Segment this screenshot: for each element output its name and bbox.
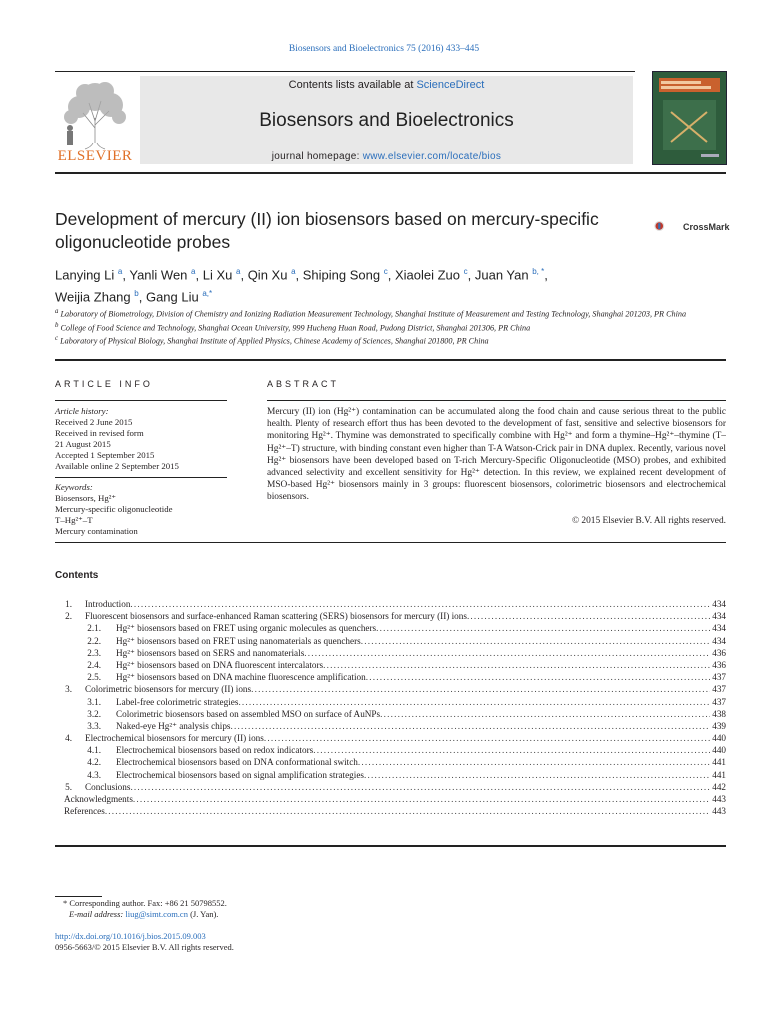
toc-row[interactable]: [62, 659, 726, 671]
toc-number: 2.2.: [87, 635, 101, 646]
toc-title[interactable]: Hg²⁺ biosensors based on FRET using nanomaterials as quenchers: [116, 635, 361, 646]
toc-leader: [130, 598, 710, 610]
toc-title[interactable]: Conclusions: [85, 781, 131, 792]
toc-title[interactable]: Electrochemical biosensors for mercury (II) ions: [85, 733, 264, 744]
author[interactable]: Xiaolei Zuo: [394, 267, 460, 283]
elsevier-wordmark: ELSEVIER: [57, 148, 133, 164]
author[interactable]: Juan Yan: [474, 267, 529, 283]
author-affiliation-mark[interactable]: a: [117, 267, 123, 276]
journal-homepage: [140, 151, 633, 162]
history-line: Received 2 June 2015: [55, 417, 133, 427]
toc-title[interactable]: Label-free colorimetric strategies: [116, 696, 239, 707]
footnote: [55, 898, 227, 920]
toc-page[interactable]: 441: [712, 757, 726, 768]
toc-title[interactable]: References: [64, 806, 105, 817]
toc-page[interactable]: 437: [712, 696, 726, 707]
keyword: Mercury-specific oligonucleotide: [55, 504, 173, 514]
history-line: Accepted 1 September 2015: [55, 450, 155, 460]
toc-number: 3.3.: [87, 720, 101, 731]
toc-leader: [264, 732, 710, 744]
toc-row[interactable]: [62, 744, 726, 756]
toc-leader: [323, 659, 710, 671]
history-line: Received in revised form: [55, 428, 144, 438]
abstract-bottom-rule: [55, 542, 726, 543]
toc-row[interactable]: [62, 720, 726, 732]
article-title: Development of mercury (II) ion biosensors based on mercury-specific oligonucleotide probes: [55, 209, 599, 252]
toc-row[interactable]: [62, 708, 726, 720]
toc-page[interactable]: 434: [712, 635, 726, 646]
header-thick-rule: [55, 172, 726, 174]
history-label: Article history:: [55, 406, 109, 416]
affiliations: [55, 306, 695, 347]
toc-page[interactable]: 443: [712, 794, 726, 804]
toc-title[interactable]: Hg²⁺ biosensors based on DNA fluorescent intercalators: [116, 659, 324, 670]
toc-number: 3.: [65, 684, 72, 695]
toc-leader: [304, 647, 710, 659]
toc-leader: [364, 769, 710, 781]
toc-title[interactable]: Hg²⁺ biosensors based on FRET using organic molecules as quenchers: [116, 623, 377, 634]
crossmark-label[interactable]: CrossMark: [683, 222, 730, 232]
toc-title[interactable]: Colorimetric biosensors based on assembled MSO on surface of AuNPs: [116, 708, 381, 719]
history-line: 21 August 2015: [55, 439, 111, 449]
toc-page[interactable]: 443: [712, 806, 726, 817]
toc-number: 4.3.: [87, 769, 101, 780]
toc-number: 4.2.: [87, 757, 101, 768]
toc-row[interactable]: [62, 598, 726, 610]
toc-title[interactable]: Introduction: [85, 599, 131, 609]
footnote-rule: [55, 896, 102, 897]
keywords-rule: [55, 477, 227, 478]
author[interactable]: Yanli Wen: [129, 267, 188, 283]
toc-row[interactable]: [62, 793, 726, 805]
affiliation-c: $^c$ Laboratory of Physical Biology, Shanghai Institute of Applied Physics, Chinese Academy of Sciences, Shanghai 201800, PR China: [55, 335, 489, 347]
toc-row[interactable]: [62, 647, 726, 659]
author-affiliation-mark[interactable]: c: [383, 267, 388, 276]
affiliation-b: $^b$ College of Food Science and Technology, Shanghai Ocean University, 999 Hucheng Huan Road, Pudong District, Shanghai 201306, PR China: [55, 321, 531, 333]
toc-page[interactable]: 442: [712, 781, 726, 792]
toc-page[interactable]: 436: [712, 647, 726, 658]
author[interactable]: Qin Xu: [247, 267, 288, 283]
keyword: Biosensors, Hg²⁺: [55, 493, 117, 503]
toc-page[interactable]: 434: [712, 623, 726, 634]
toc-number: 2.5.: [87, 672, 101, 683]
toc-leader: [238, 696, 710, 708]
doi-block: [55, 931, 234, 953]
contents-available: [140, 79, 633, 91]
toc-title[interactable]: Electrochemical biosensors based on redox indicators: [116, 745, 314, 756]
toc-row[interactable]: [62, 635, 726, 647]
toc-page[interactable]: 440: [712, 733, 726, 744]
toc-page[interactable]: 436: [712, 659, 726, 670]
author[interactable]: Lanying Li: [55, 267, 115, 283]
affiliation-a: $^a$ Laboratory of Biometrology, Division of Chemistry and Ionizing Radiation Measurement Technology, Shanghai Institute of Measurement and Testing Technology, Shanghai 201203, PR China: [55, 308, 687, 319]
history-line: Available online 2 September 2015: [55, 461, 179, 471]
toc-leader: [358, 756, 710, 768]
journal-name: Biosensors and Bioelectronics: [259, 110, 514, 131]
article-info-heading: ARTICLE INFO: [55, 379, 153, 389]
toc-row[interactable]: [62, 781, 726, 793]
sciencedirect-link[interactable]: ScienceDirect: [416, 79, 485, 91]
journal-citation[interactable]: Biosensors and Bioelectronics 75 (2016) 433–445: [288, 44, 480, 54]
toc-page[interactable]: 440: [712, 745, 726, 756]
toc-number: 4.: [65, 733, 72, 744]
author-affiliation-mark[interactable]: a: [291, 267, 296, 276]
toc-title[interactable]: Colorimetric biosensors for mercury (II) ions: [85, 684, 252, 695]
toc-leader: [380, 708, 710, 720]
keywords-label: Keywords:: [55, 482, 93, 492]
crossmark-icon[interactable]: [654, 212, 682, 240]
toc-title[interactable]: Electrochemical biosensors based on DNA conformational switch: [116, 757, 358, 768]
article-info-rule: [55, 400, 227, 401]
toc-number: 1.: [65, 599, 72, 609]
author-affiliation-mark[interactable]: a,*: [202, 289, 213, 299]
author-affiliation-mark[interactable]: c: [463, 267, 468, 276]
toc-page[interactable]: 441: [712, 769, 726, 780]
toc-leader: [231, 720, 711, 732]
author-affiliation-mark[interactable]: a: [236, 267, 241, 276]
toc-page[interactable]: 437: [712, 684, 726, 695]
toc-leader: [133, 793, 710, 805]
author[interactable]: Shiping Song: [302, 267, 381, 283]
homepage-link[interactable]: www.elsevier.com/locate/bios: [362, 151, 502, 162]
toc-leader: [130, 781, 710, 793]
toc-leader: [366, 671, 710, 683]
toc-number: 4.1.: [87, 745, 101, 756]
contents-prefix: Contents lists available at: [288, 79, 417, 91]
keyword: Mercury contamination: [55, 526, 138, 536]
toc-row[interactable]: [62, 732, 726, 744]
toc-title[interactable]: Hg²⁺ biosensors based on SERS and nanomaterials: [116, 647, 305, 658]
toc-leader: [376, 622, 710, 634]
email-link[interactable]: liug@simt.com.cn: [125, 909, 188, 919]
table-of-contents: [62, 598, 726, 817]
toc-row[interactable]: [62, 769, 726, 781]
toc-row[interactable]: [62, 671, 726, 683]
toc-leader: [361, 635, 710, 647]
doi-link[interactable]: http://dx.doi.org/10.1016/j.bios.2015.09.003: [55, 931, 206, 941]
contents-heading: Contents: [55, 570, 99, 581]
toc-number: 2.3.: [87, 647, 101, 658]
toc-title[interactable]: Hg²⁺ biosensors based on DNA machine fluorescence amplification: [116, 672, 366, 683]
toc-row[interactable]: [62, 622, 726, 634]
author-affiliation-mark[interactable]: b, *: [532, 267, 545, 276]
abstract-rule: [267, 400, 726, 401]
toc-row[interactable]: [62, 805, 726, 817]
toc-title[interactable]: Acknowledgments: [64, 794, 133, 804]
abstract-copyright: © 2015 Elsevier B.V. All rights reserved.: [571, 516, 726, 526]
email-label: E-mail address:: [69, 909, 126, 919]
toc-row[interactable]: [62, 683, 726, 695]
author[interactable]: Weijia Zhang: [55, 289, 131, 305]
contents-bottom-rule: [55, 845, 726, 847]
email-suffix: (J. Yan).: [187, 909, 219, 919]
author-affiliation-mark[interactable]: b: [134, 289, 139, 299]
abstract-heading: ABSTRACT: [267, 379, 340, 389]
author[interactable]: Gang Liu: [145, 289, 199, 305]
toc-title[interactable]: Naked-eye Hg²⁺ analysis chips: [116, 720, 231, 731]
toc-row[interactable]: [62, 756, 726, 768]
homepage-prefix: journal homepage:: [271, 151, 363, 162]
toc-leader: [467, 610, 710, 622]
author-list: Lanying Li $^a$, Yanli Wen $^a$, Li Xu $^a$, Qin Xu $^a$, Shiping Song $^c$, Xiaolei Zuo $^c$, Juan Yan $^{b, *}$, Weijia Zhang $^b$, Gang Liu $^{a,*}$: [55, 267, 548, 305]
issn-copyright: 0956-5663/© 2015 Elsevier B.V. All rights reserved.: [55, 942, 234, 952]
toc-page[interactable]: 437: [712, 672, 726, 683]
toc-page[interactable]: 434: [712, 611, 726, 622]
abstract-text: Mercury (II) ion (Hg²⁺) contamination can be accumulated along the food chain and cause serious threat to the public health. Plenty of research effort thus has been devoted to the development of fast, sensitive and selective biosensors for monitoring Hg²⁺. Thymine was demonstrated to specifically combine with Hg²⁺ and form a thymine–Hg²⁺–thymine (T–Hg²⁺–T) structure, with binding constant even higher than T-A Watson-Crick pair in DNA duplex. Recently, various novel Hg²⁺ biosensors have been developed based on T-rich Mercury-Specific Oligonucleotide (MSO) probes, and exhibited advanced selectivity and excellent sensitivity for Hg²⁺ detection. In this review, we explained recent development of MSO-based Hg²⁺ biosensors mainly in 3 groups: fluorescent biosensors, colorimetric biosensors and electrochemical biosensors.: [267, 407, 726, 503]
toc-number: 5.: [65, 781, 72, 792]
toc-leader: [251, 683, 710, 695]
toc-number: 3.2.: [87, 708, 101, 719]
toc-page[interactable]: 434: [712, 599, 726, 609]
toc-number: 2.: [65, 611, 72, 622]
keyword: T–Hg²⁺–T: [55, 515, 93, 525]
toc-row[interactable]: [62, 696, 726, 708]
toc-number: 2.4.: [87, 659, 101, 670]
toc-leader: [313, 744, 710, 756]
toc-row[interactable]: [62, 610, 726, 622]
author[interactable]: Li Xu: [202, 267, 233, 283]
toc-number: 3.1.: [87, 696, 101, 707]
author-affiliation-mark[interactable]: a: [191, 267, 196, 276]
toc-leader: [105, 805, 710, 817]
article-info: [55, 406, 230, 537]
toc-page[interactable]: 438: [712, 708, 726, 719]
header-rule: [55, 71, 635, 72]
corresponding-author: * Corresponding author. Fax: +86 21 50798552.: [63, 898, 227, 908]
section-rule: [55, 359, 726, 361]
toc-page[interactable]: 439: [712, 720, 726, 731]
toc-number: 2.1.: [87, 623, 101, 634]
toc-title[interactable]: Fluorescent biosensors and surface-enhanced Raman scattering (SERS) biosensors for mercury (II) ions: [85, 611, 467, 622]
toc-title[interactable]: Electrochemical biosensors based on signal amplification strategies: [116, 769, 364, 780]
journal-cover-thumbnail[interactable]: [652, 71, 727, 165]
